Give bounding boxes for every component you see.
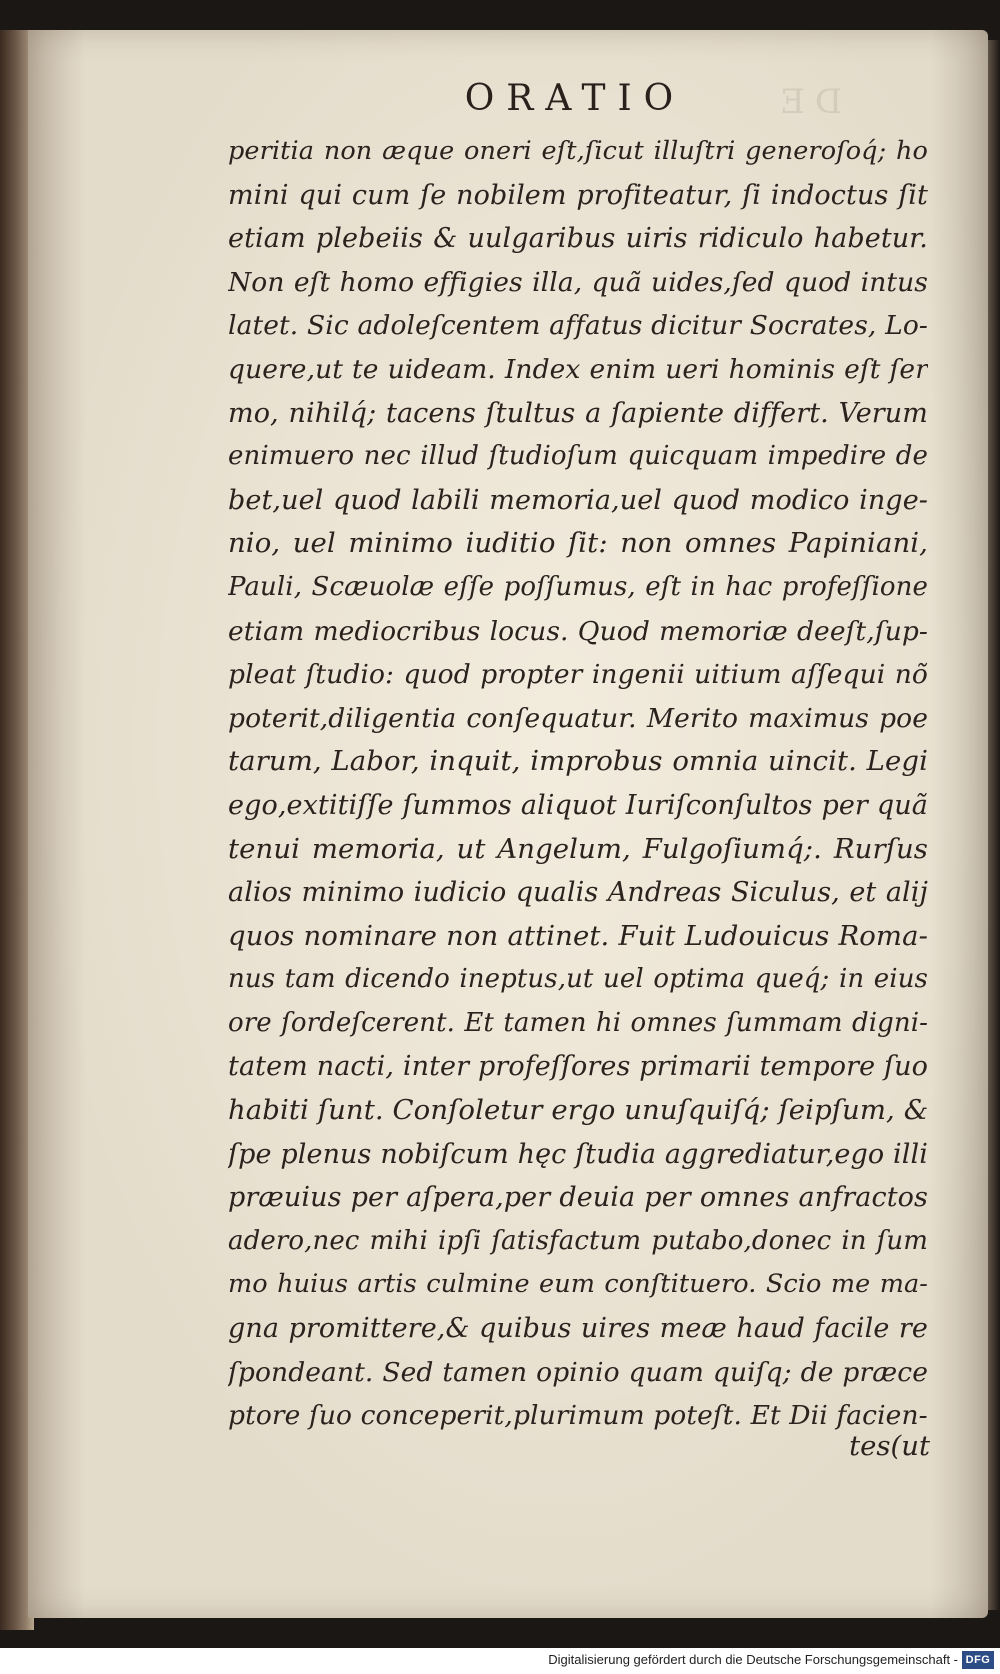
text-line: ore ſordeſcerent. Et tamen hi omnes ſummam digni- bbox=[228, 1007, 928, 1038]
text-line: Pauli, Scæuolæ eſſe poſſumus, eſt in hac profeſſione bbox=[228, 571, 928, 602]
text-line: mo huius artis culmine eum conſtituero. Scio me ma- bbox=[228, 1269, 928, 1300]
text-line: quere,ut te uideam. Index enim ueri hominis eſt ſer bbox=[228, 353, 928, 385]
text-line: pleat ſtudio: quod propter ingenii uitium aſſequi nõ bbox=[228, 659, 928, 691]
text-line: quos nominare non attinet. Fuit Ludouicus Roma- bbox=[228, 919, 928, 952]
text-line: adero,nec mihi ipſi ſatisfactum putabo,donec in ſum bbox=[228, 1225, 928, 1256]
text-line: ego,extitiſſe ſummos aliquot Iuriſconſultos per quã bbox=[228, 789, 928, 821]
text-line: nus tam dicendo ineptus,ut uel optima queq́; in eius bbox=[228, 964, 928, 995]
text-line: etiam mediocribus locus. Quod memoriæ deeſt,ſup- bbox=[228, 615, 928, 647]
text-line: tatem nacti, inter profeſſores primarii tempore ſuo bbox=[228, 1051, 928, 1083]
text-line: bet,uel quod labili memoria,uel quod modico inge- bbox=[228, 484, 928, 516]
text-line: etiam plebeiis & uulgaribus uiris ridiculo habetur. bbox=[228, 223, 928, 255]
text-line: ſpe plenus nobiſcum hęc ſtudia aggrediatur,ego illi bbox=[228, 1138, 928, 1170]
text-line: ptore ſuo conceperit,plurimum poteſt. Et Dii facien- bbox=[228, 1400, 928, 1432]
text-line: præuius per aſpera,per deuia per omnes anfractos bbox=[228, 1182, 928, 1214]
text-line: habiti ſunt. Conſoletur ergo unuſquiſq́; ſeipſum, & bbox=[228, 1094, 928, 1127]
bleed-through-header: DE bbox=[770, 82, 843, 122]
text-line: poterit,diligentia conſequatur. Merito maximus poe bbox=[228, 702, 928, 734]
text-line: Non eſt homo effigies illa, quã uides,ſed quod intus bbox=[228, 266, 928, 298]
text-line: gna promittere,& quibus uires meæ haud facile re bbox=[228, 1313, 928, 1345]
text-line: peritia non æque oneri eſt,ſicut illuſtri generoſoq́; ho bbox=[228, 136, 928, 166]
catchword: tes(ut bbox=[849, 1430, 930, 1462]
text-line: nio, uel minimo iuditio ſit: non omnes Papiniani, bbox=[228, 527, 928, 560]
text-block bbox=[228, 130, 928, 1438]
funding-credit: Digitalisierung gefördert durch die Deutsche Forschungsgemeinschaft - bbox=[548, 1652, 958, 1667]
running-head: ORATIO bbox=[464, 78, 686, 119]
text-line: latet. Sic adoleſcentem affatus dicitur Socrates, Lo- bbox=[228, 310, 928, 342]
text-line: ſpondeant. Sed tamen opinio quam quiſq; de præce bbox=[228, 1356, 928, 1388]
text-line: mo, nihilq́; tacens ſtultus a ſapiente differt. Verum bbox=[228, 397, 928, 429]
text-line: mini qui cum ſe nobilem profiteatur, ſi indoctus ſit bbox=[228, 179, 928, 211]
text-line: alios minimo iudicio qualis Andreas Siculus, et alij bbox=[228, 877, 928, 909]
text-line: tenui memoria, ut Angelum, Fulgoſiumq́;. Rurſus bbox=[228, 832, 928, 865]
dfg-logo-icon: DFG bbox=[962, 1651, 994, 1669]
text-line: enimuero nec illud ſtudioſum quicquam impedire de bbox=[228, 441, 928, 472]
text-line: tarum, Labor, inquit, improbus omnia uincit. Legi bbox=[228, 745, 928, 778]
